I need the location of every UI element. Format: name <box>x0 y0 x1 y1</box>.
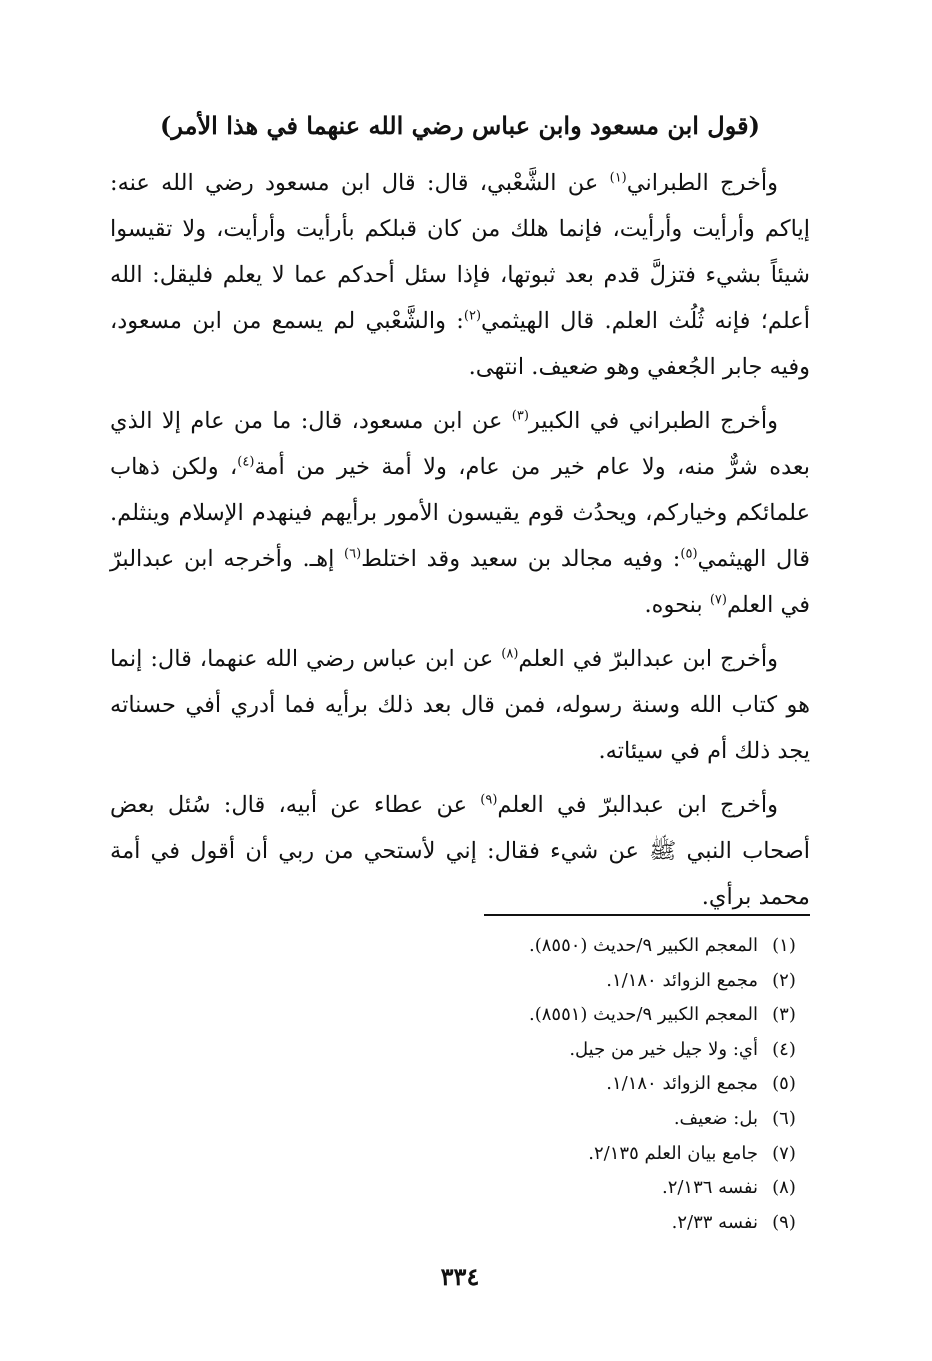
footnote <box>110 929 810 964</box>
text-run: عن ابن عباس رضي الله عنهما، قال: إنما هو كتاب الله وسنة رسوله، فمن قال بعد ذلك برأيه فما أدري أفي حسناته يجد ذلك أم في سيئاته. <box>110 646 810 764</box>
footnote <box>110 964 810 999</box>
footnote-number: (٤) <box>772 1038 796 1060</box>
footnote-marker: (٦) <box>344 546 362 562</box>
footnote-number: (٦) <box>772 1107 796 1129</box>
footnote-number: (٩) <box>772 1211 796 1233</box>
footnote-marker: (٩) <box>480 792 498 808</box>
footnote-list <box>110 929 810 1240</box>
paragraph <box>110 782 810 920</box>
body-text <box>110 160 810 928</box>
footnote-text: أي: ولا جيل خير من جيل. <box>569 1038 758 1060</box>
footnote-marker: (١) <box>609 170 627 186</box>
text-run: وأخرج الطبراني في الكبير <box>528 408 778 434</box>
footnote-text: نفسه ٢/٣٣. <box>671 1211 758 1233</box>
footnote-text: جامع بيان العلم ٢/١٣٥. <box>588 1142 758 1164</box>
section-heading: (قول ابن مسعود وابن عباس رضي الله عنهما في هذا الأمر) <box>160 111 760 140</box>
book-page <box>110 0 810 1361</box>
text-run: وأخرج ابن عبدالبرّ في العلم <box>518 646 778 672</box>
text-run: : والشَّعْبي لم يسمع من ابن مسعود، وفيه جابر الجُعفي وهو ضعيف. انتهى. <box>110 308 810 380</box>
text-run: ، ولكن ذهاب علمائكم وخياركم، ويحدُث قوم يقيسون الأمور برأيهم فينهدم الإسلام وينثلم. قال الهيثمي <box>110 454 811 572</box>
footnote-number: (٧) <box>772 1142 796 1164</box>
text-run: بنحوه. <box>644 592 710 618</box>
footnote-number: (١) <box>772 935 796 956</box>
footnote-marker: (٨) <box>501 646 519 662</box>
footnote-text: المعجم الكبير ٩/حديث (٨٥٥٠). <box>528 935 758 956</box>
footnote <box>110 998 810 1033</box>
page-number: ٣٣٤ <box>440 1262 480 1291</box>
footnote-divider <box>484 914 810 916</box>
footnote <box>110 1033 810 1068</box>
text-run: : وفيه مجالد بن سعيد وقد اختلط <box>361 546 681 572</box>
footnote-number: (٣) <box>772 1004 796 1026</box>
text-run: إهـ. وأخرجه ابن عبدالبرّ في العلم <box>110 546 810 618</box>
footnote-marker: (٣) <box>511 408 529 424</box>
footnote-text: بل: ضعيف. <box>673 1107 758 1129</box>
footnote-number: (٥) <box>772 1073 796 1095</box>
footnote-text: مجمع الزوائد ١/١٨٠. <box>606 969 758 991</box>
footnote-marker: (٢) <box>463 308 482 324</box>
footnote-text: المعجم الكبير ٩/حديث (٨٥٥١). <box>528 1004 758 1026</box>
footnote-text: نفسه ٢/١٣٦. <box>661 1177 758 1199</box>
footnote <box>110 1171 810 1206</box>
footnote-marker: (٤) <box>237 454 255 470</box>
text-run: وأخرج ابن عبدالبرّ في العلم <box>497 792 778 818</box>
footnote <box>110 1206 810 1241</box>
paragraph <box>110 398 810 628</box>
footnote-marker: (٥) <box>680 546 698 562</box>
footnote <box>110 1067 810 1102</box>
footnote-text: مجمع الزوائد ١/١٨٠. <box>606 1073 758 1095</box>
text-run: عن ابن مسعود، قال: ما من عام إلا الذي بعده شرٌّ منه، ولا عام خير من عام، ولا أمة خير من أمة <box>110 408 810 480</box>
paragraph <box>110 160 810 390</box>
text-run: وأخرج الطبراني <box>626 170 778 196</box>
footnote <box>110 1137 810 1172</box>
footnote <box>110 1102 810 1137</box>
footnote-marker: (٧) <box>709 592 727 608</box>
footnote-number: (٨) <box>772 1177 796 1199</box>
text-run: عن عطاء عن أبيه، قال: سُئل بعض أصحاب النبي ﷺ عن شيء فقال: إني لأستحي من ربي أن أقول في أمة محمد برأي. <box>110 792 810 910</box>
paragraph <box>110 636 810 774</box>
text-run: عن الشَّعْبي، قال: قال ابن مسعود رضي الله عنه: إياكم وأرأيت وأرأيت، فإنما هلك من كان قبلكم بأرأيت وأرأيت، ولا تقيسوا شيئاً بشيء فتزلَّ قدم بعد ثبوتها، فإذا سئل أحدكم عما لا يعلم فليقل: الله أعلم؛ فإنه ثُلُث العلم. قال الهيثمي <box>110 170 810 334</box>
footnote-number: (٢) <box>772 969 796 991</box>
